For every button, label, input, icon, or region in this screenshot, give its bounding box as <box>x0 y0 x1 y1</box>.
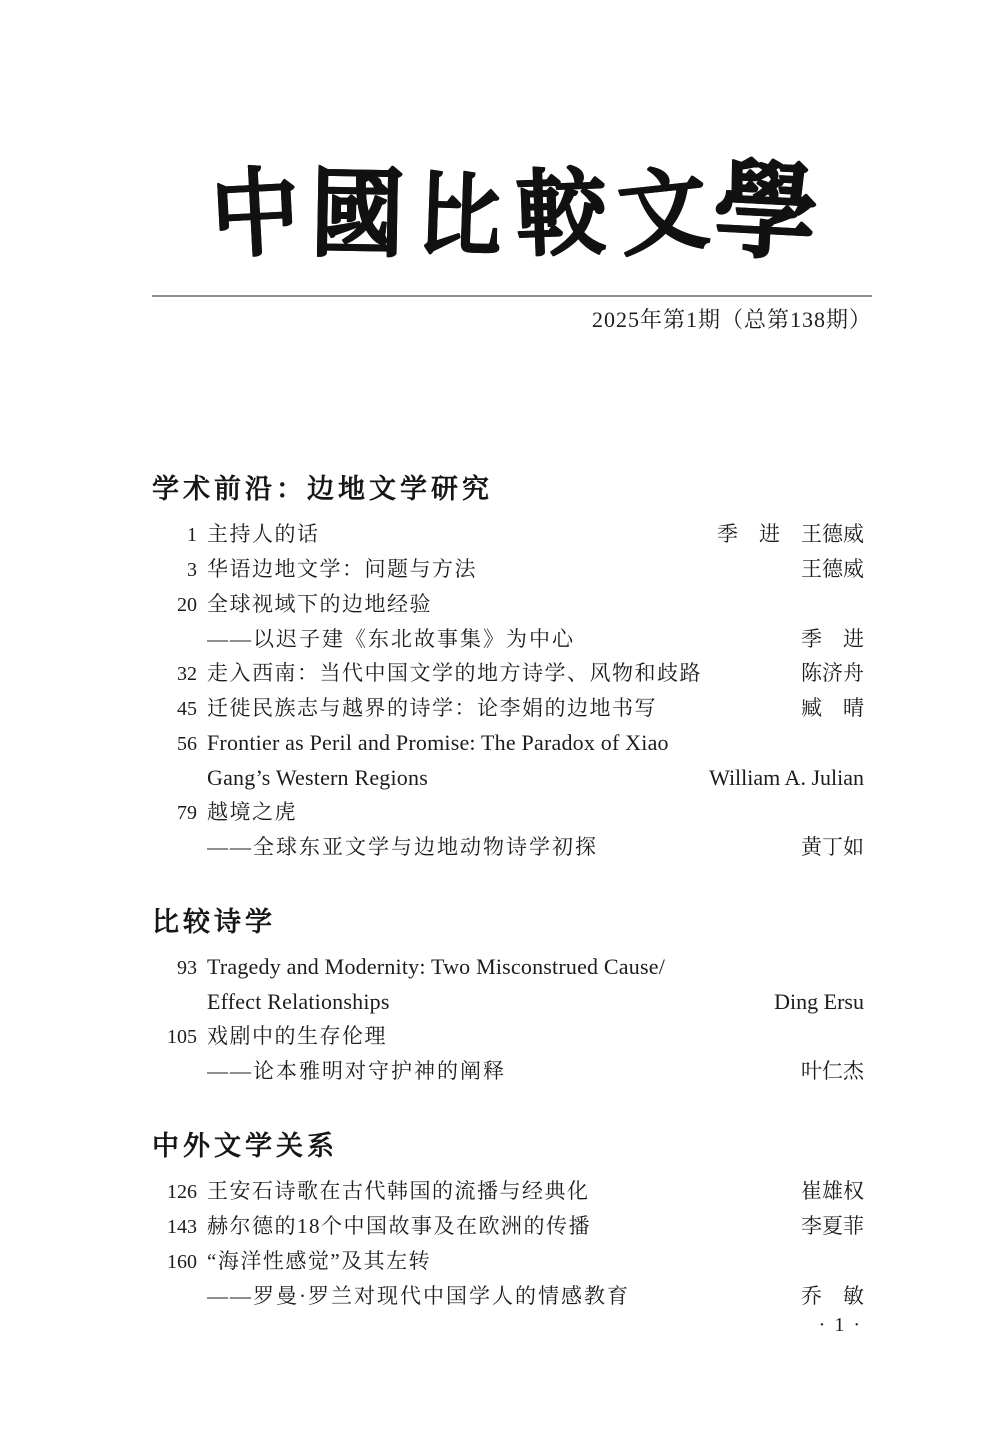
toc-row <box>152 1279 864 1313</box>
entry-author: 乔 敏 <box>801 1284 864 1308</box>
entry-title: Effect Relationships <box>207 989 390 1014</box>
journal-title-char: 文 <box>612 154 713 270</box>
entry-title: Gang’s Western Regions <box>207 765 428 790</box>
entry-author: 崔雄权 <box>801 1179 864 1203</box>
entry-author: 臧 晴 <box>801 696 864 720</box>
entry-author: Ding Ersu <box>774 989 864 1014</box>
entry-page-number: 56 <box>177 733 197 755</box>
entry-page-number: 1 <box>187 524 197 546</box>
entry-subtitle: ——论本雅明对守护神的阐释 <box>207 1059 506 1083</box>
toc-row <box>152 1244 864 1279</box>
entry-page-number: 20 <box>177 594 197 616</box>
entry-author: 叶仁杰 <box>801 1059 864 1083</box>
toc-row <box>152 950 864 985</box>
entry-title: 华语边地文学：问题与方法 <box>207 557 477 581</box>
toc-row <box>152 691 864 726</box>
entry-author: 季 进 王德威 <box>717 522 864 546</box>
entry-page-number: 79 <box>177 802 197 824</box>
section-heading: 学术前沿：边地文学研究 <box>152 474 493 504</box>
journal-title-char: 國 <box>308 155 405 273</box>
toc-row <box>152 985 864 1019</box>
entry-page-number: 3 <box>187 559 197 581</box>
entry-title: 戏剧中的生存伦理 <box>207 1024 387 1048</box>
journal-title-char: 比 <box>414 161 504 271</box>
entry-author: 黄丁如 <box>801 835 864 859</box>
entry-title: 全球视域下的边地经验 <box>207 592 432 616</box>
entry-author: 李夏菲 <box>801 1214 864 1238</box>
toc-row <box>152 795 864 830</box>
entry-page-number: 160 <box>167 1251 197 1273</box>
entry-author: William A. Julian <box>709 765 864 790</box>
toc-row <box>152 587 864 622</box>
entry-title: 王安石诗歌在古代韩国的流播与经典化 <box>207 1179 590 1203</box>
toc-row <box>152 1019 864 1054</box>
toc-row <box>152 1209 864 1244</box>
entry-page-number: 143 <box>167 1216 197 1238</box>
entry-title: 主持人的话 <box>207 522 320 546</box>
entry-title: Frontier as Peril and Promise: The Paradox of Xiao <box>207 730 669 755</box>
entry-title: 越境之虎 <box>207 800 297 824</box>
entry-author: 王德威 <box>801 557 864 581</box>
section-heading: 比较诗学 <box>152 907 276 937</box>
entry-title: Tragedy and Modernity: Two Misconstrued Cause/ <box>207 954 666 979</box>
entry-page-number: 126 <box>167 1181 197 1203</box>
toc-row <box>152 552 864 587</box>
entry-author: 季 进 <box>801 627 864 651</box>
masthead-rule <box>152 295 872 297</box>
entry-title: 迁徙民族志与越界的诗学：论李娟的边地书写 <box>207 696 657 720</box>
issue-line: 2025年第1期（总第138期） <box>591 307 872 332</box>
entry-subtitle: ——罗曼·罗兰对现代中国学人的情感教育 <box>207 1284 630 1308</box>
journal-title-char: 學 <box>710 147 820 276</box>
entry-title: 赫尔德的18个中国故事及在欧洲的传播 <box>207 1214 591 1238</box>
toc-row <box>152 1174 864 1209</box>
entry-page-number: 93 <box>177 957 197 979</box>
entry-author: 陈济舟 <box>801 661 864 685</box>
toc-row <box>152 656 864 691</box>
journal-title-char: 中 <box>207 155 303 273</box>
entry-title: “海洋性感觉”及其左转 <box>207 1249 432 1273</box>
section-heading: 中外文学关系 <box>152 1131 338 1161</box>
entry-page-number: 45 <box>177 698 197 720</box>
journal-title-char: 較 <box>513 157 609 271</box>
table-of-contents <box>152 472 864 1313</box>
entry-subtitle: ——全球东亚文学与边地动物诗学初探 <box>207 835 598 859</box>
page-footer-number: · 1 · <box>818 1314 862 1336</box>
toc-row <box>152 622 864 656</box>
entry-page-number: 105 <box>167 1026 197 1048</box>
entry-page-number: 32 <box>177 663 197 685</box>
entry-subtitle: ——以迟子建《东北故事集》为中心 <box>207 627 575 651</box>
entry-title: 走入西南：当代中国文学的地方诗学、风物和歧路 <box>207 661 702 685</box>
journal-title <box>207 147 820 276</box>
toc-row <box>152 830 864 864</box>
toc-row <box>152 761 864 795</box>
toc-row <box>152 1054 864 1088</box>
toc-row <box>152 517 864 552</box>
toc-row <box>152 726 864 761</box>
